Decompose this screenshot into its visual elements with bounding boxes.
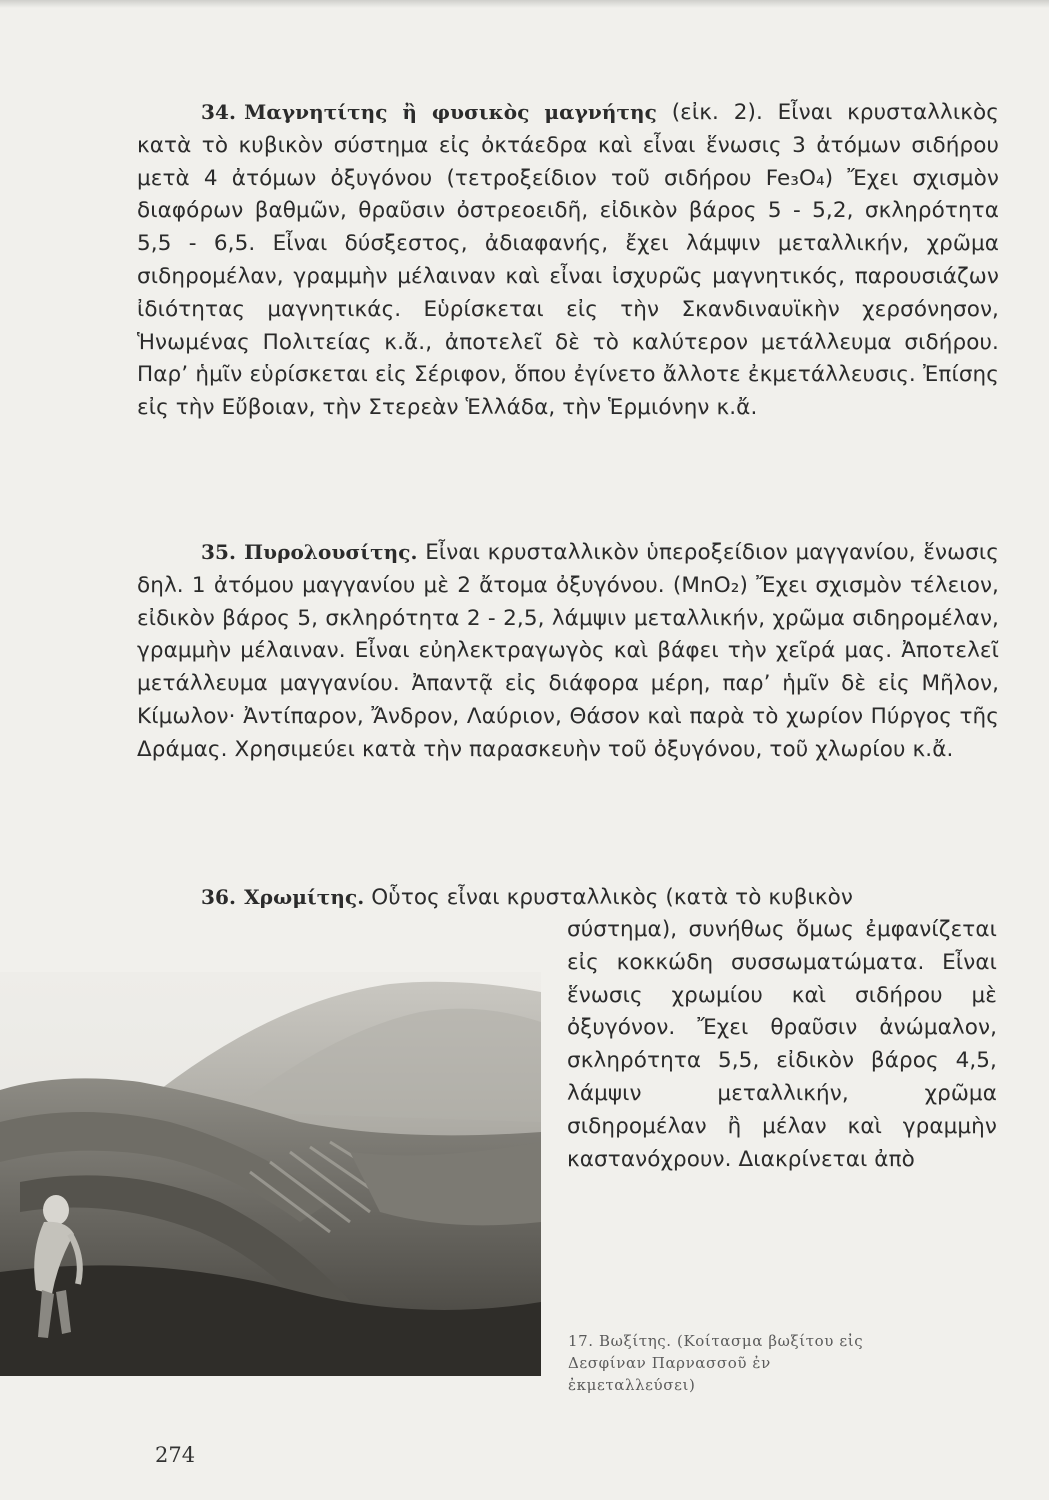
entry-number: 34. (201, 100, 237, 124)
figure-caption: 17. Βωξίτης. (Κοίτασμα βωξίτου εἰς Δεσφίναν Παρνασσοῦ ἐν ἐκμεταλλεύσει) (568, 1332, 864, 1394)
entry-first-line: Οὗτος εἶναι κρυσταλλικὸς (κατὰ τὸ κυβικὸν (371, 885, 854, 910)
entry-chromite-heading (137, 881, 999, 915)
page-number: 274 (155, 1443, 196, 1467)
entry-number: 36. (201, 885, 237, 909)
bauxite-quarry-photo (0, 972, 541, 1376)
entry-text: Εἶναι κρυσταλλικὸν ὑπεροξείδιον μαγγανίου, ἕνωσις δηλ. 1 ἀτόμου μαγγανίου μὲ 2 ἄτομα ὀξυγόνου. (MnO₂) Ἔχει σχισμὸν τέλειον, εἰδικὸν βάρος 5, σκληρότητα 2 - 2,5, λάμψιν μεταλλικήν, χρῶμα σιδηρομέλαν, γραμμὴν μέλαιναν. Εἶναι εὐηλεκτραγωγὸς καὶ βάφει τὴν χεῖρά μας. Ἀποτελεῖ μετάλλευμα μαγγανίου. Ἀπαντᾷ εἰς διάφορα μέρη, παρ’ ἡμῖν δὲ εἰς Μῆλον, Κίμωλον· Ἀντίπαρον, Ἄνδρον, Λαύριον, Θάσον καὶ παρὰ τὸ χωρίον Πύργος τῆς Δράμας. Χρησιμεύει κατὰ τὴν παρασκευὴν τοῦ ὀξυγόνου, τοῦ χλωρίου κ.ἄ. (137, 540, 999, 762)
entry-magnetite (137, 96, 999, 425)
entry-title: Χρωμίτης. (244, 885, 365, 909)
entry-text: (εἰκ. 2). Εἶναι κρυσταλλικὸς κατὰ τὸ κυβικὸν σύστημα εἰς ὀκτάεδρα καὶ εἶναι ἕνωσις 3 ἀτόμων σιδήρου μετὰ 4 ἀτόμων ὀξυγόνου (τετροξείδιον τοῦ σιδήρου Fe₃O₄) Ἔχει σχισμὸν διαφόρων βαθμῶν, θραῦσιν ὀστρεοειδῆ, εἰδικὸν βάρος 5 - 5,2, σκληρότητα 5,5 - 6,5. Εἶναι δύσξεστος, ἀδιαφανής, ἔχει λάμψιν μεταλλικήν, χρῶμα σιδηρομέλαν, γραμμὴν μέλαιναν καὶ εἶναι ἰσχυρῶς μαγνητικός, παρουσιάζων ἰδιότητας μαγνητικάς. Εὑρίσκεται εἰς τὴν Σκανδιναυϊκὴν χερσόνησον, Ἡνωμένας Πολιτείας κ.ἄ., ἀποτελεῖ δὲ τὸ καλύτερον μετάλλευμα σιδήρου. Παρ’ ἡμῖν εὑρίσκεται εἰς Σέριφον, ὅπου ἐγίνετο ἄλλοτε ἐκμετάλλευσις. Ἐπίσης εἰς τὴν Εὔβοιαν, τὴν Στερεὰν Ἑλλάδα, τὴν Ἑρμιόνην κ.ἄ. (137, 100, 999, 421)
entry-title: Πυρολουσίτης. (244, 540, 418, 564)
entry-number: 35. (201, 540, 237, 564)
entry-pyrolusite (137, 536, 999, 767)
photo-illustration (0, 972, 541, 1376)
entry-title: Μαγνητίτης ἢ φυσικὸς μαγνήτης (244, 100, 657, 124)
entry-chromite-text: σύστημα), συνήθως ὅμως ἐμφανίζεται εἰς κοκκώδη συσσωματώματα. Εἶναι ἕνωσις χρωμίου καὶ σιδήρου μὲ ὀξυγόνον. Ἔχει θραῦσιν ἀνώμαλον, σκληρότητα 5,5, εἰδικὸν βάρος 4,5, λάμψιν μεταλλικήν, χρῶμα σιδηρομέλαν ἢ μέλαν καὶ γραμμὴν καστανόχρουν. Διακρίνεται ἀπὸ (567, 917, 997, 1172)
scan-edge (0, 0, 1049, 8)
